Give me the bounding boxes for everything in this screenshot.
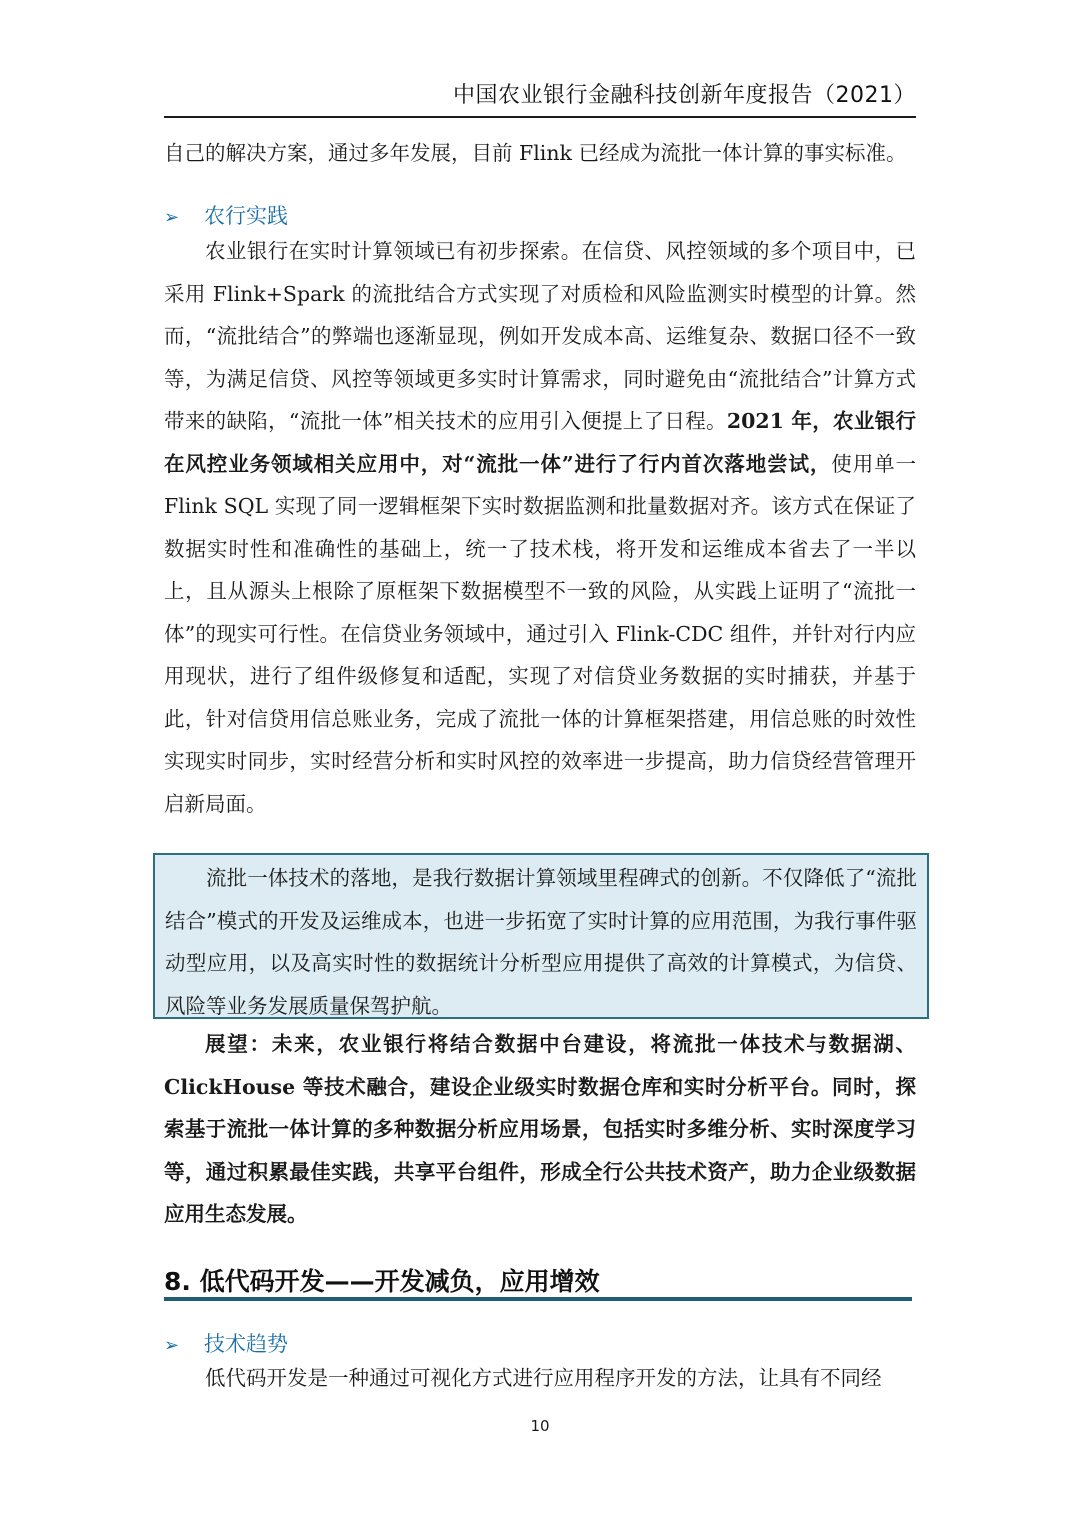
arrow-bullet-icon: ➢ [164, 207, 180, 228]
practice-text-part2: 使用单一 Flink SQL 实现了同一逻辑框架下实时数据监测和批量数据对齐。该方式在保证了数据实时性和准确性的基础上，统一了技术栈，将开发和运维成本省去了一半以上，且从源头上根除了原框架下数据模型不一致的风险，从实践上证明了“流批一体”的现实可行性。在信贷业务领域中，通过引入 Flink-CDC 组件，并针对行内应用现状，进行了组件级修复和适配，实现了对信贷业务数据的实时捕获，并基于此，针对信贷用信总账业务，完成了流批一体的计算框架搭建，用信总账的时效性实现实时同步，实时经营分析和实时风控的效率进一步提高，助力信贷经营管理开启新局面。 [164, 451, 916, 816]
arrow-bullet-icon: ➢ [164, 1335, 180, 1356]
trend-paragraph: 低代码开发是一种通过可视化方式进行应用程序开发的方法，让具有不同经 [205, 1366, 882, 1390]
outlook-paragraph: 展望：未来，农业银行将结合数据中台建设，将流批一体技术与数据湖、ClickHouse 等技术融合，建设企业级实时数据仓库和实时分析平台。同时，探索基于流批一体计算的多种数据分析应用场景，包括实时多维分析、实时深度学习等，通过积累最佳实践，共享平台组件，形成全行公共技术资产，助力企业级数据应用生态发展。 [164, 1032, 916, 1226]
page-number: 10 [530, 1417, 550, 1435]
subheading-practice-label: 农行实践 [204, 204, 288, 228]
practice-text-part1: 农业银行在实时计算领域已有初步探索。在信贷、风控领域的多个项目中，已采用 Flink+Spark 的流批结合方式实现了对质检和风险监测实时模型的计算。然而，“流批结合”的弊端也逐渐显现，例如开发成本高、运维复杂、数据口径不一致等，为满足信贷、风控等领域更多实时计算需求，同时避免由“流批结合”计算方式带来的缺陷，“流批一体”相关技术的应用引入便提上了日程。 [164, 239, 916, 433]
practice-paragraph [164, 230, 916, 825]
highlight-callout-box [153, 853, 929, 1019]
subheading-practice [164, 200, 288, 230]
page-header-title: 中国农业银行金融科技创新年度报告（2021） [453, 83, 916, 108]
intro-paragraph: 自己的解决方案，通过多年发展，目前 Flink 已经成为流批一体计算的事实标准。 [164, 141, 907, 165]
subheading-trend-label: 技术趋势 [204, 1332, 288, 1356]
callout-text: 流批一体技术的落地，是我行数据计算领域里程碑式的创新。不仅降低了“流批结合”模式的开发及运维成本，也进一步拓宽了实时计算的应用范围，为我行事件驱动型应用，以及高实时性的数据统计分析型应用提供了高效的计算模式，为信贷、风险等业务发展质量保驾护航。 [165, 866, 917, 1018]
header-divider [164, 116, 916, 118]
subheading-trend [164, 1328, 288, 1358]
practice-text-bold: 2021 年，农业银行在风控业务领域相关应用中，对“流批一体”进行了行内首次落地尝试， [164, 409, 916, 476]
section-title: 8. 低代码开发——开发减负，应用增效 [164, 1267, 600, 1296]
section-divider [164, 1297, 912, 1301]
